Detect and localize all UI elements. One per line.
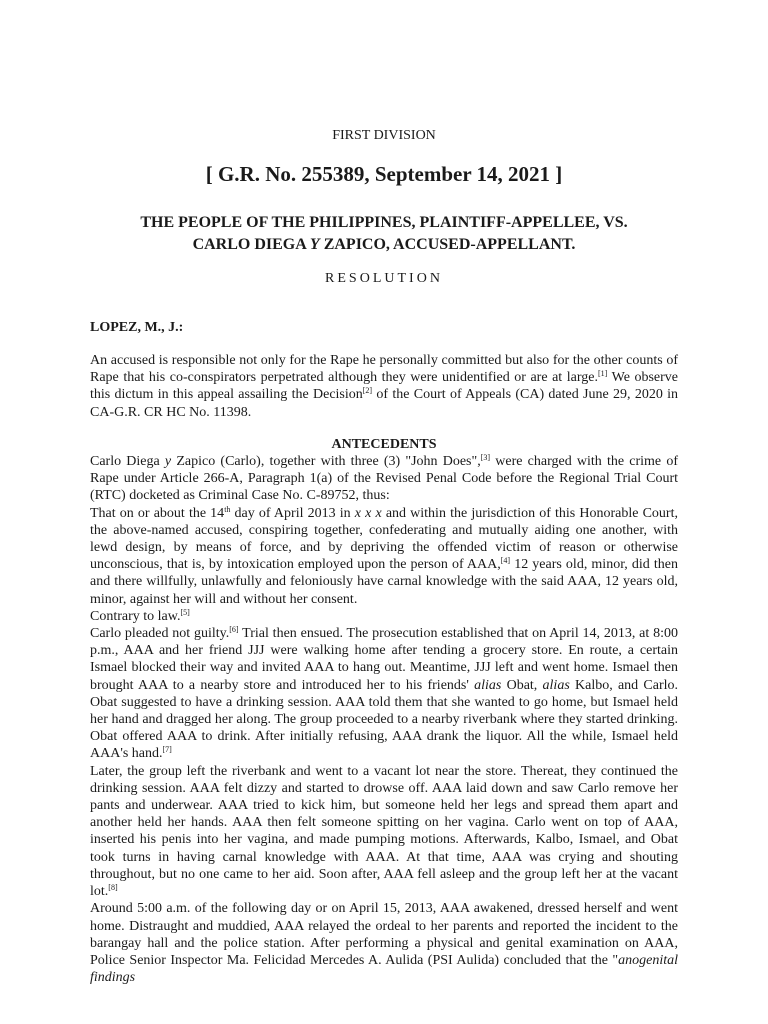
ponente-author: LOPEZ, M., J.: (90, 320, 184, 335)
paragraph-trial: Carlo pleaded not guilty.[6] Trial then ensued. The prosecution established that on April 14, 2013, at 8:00 p.m., AAA and her friend JJJ were walking home after tending a grocery store. En route, a certain Ismael blocked their way and invited AAA to hang out. Meantime, JJJ left and went home. Ismael then brought AAA to a nearby store and introduced her to his friends' alias Obat, alias Kalbo, and Carlo. Obat suggested to have a drinking session. AAA told them that she wanted to go home, but Ismael held her hand and dragged her along. The group proceeded to a nearby riverbank where they started drinking. Obat offered AAA to drink. After initially refusing, AAA drank the liquor. All the while, Ismael held AAA's hand.[7] (90, 625, 679, 762)
paragraph-charge: Carlo Diega y Zapico (Carlo), together with three (3) "John Does",[3] were charged with the crime of Rape under Article 266-A, Paragraph 1(a) of the Revised Penal Code before the Regional Trial Court (RTC) docketed as Criminal Case No. C-89752, thus: (90, 453, 678, 504)
paragraph-vacant-lot: Later, the group left the riverbank and went to a vacant lot near the store. Thereat, they continued the drinking session. AAA felt dizzy and started to drowse off. AAA laid down and saw Carlo remove her pants and underwear. AAA tried to kick him, but someone held her legs and spread them apart and another held her hands. AAA then felt someone spitting on her vagina. Carlo went on top of AAA, inserted his penis into her vagina, and made pumping motions. Afterwards, Kalbo, Ismael, and Obat took turns in having carnal knowledge with AAA. At that time, AAA was crying and shouting throughout, but no one came to her aid. Soon after, AAA fell asleep and the group left her at the vacant lot.[8] (90, 763, 678, 900)
case-parties (90, 212, 678, 256)
footnote-ref[interactable]: [4] (500, 556, 511, 566)
footnote-ref[interactable]: [7] (162, 745, 172, 755)
parties-line-2 (90, 234, 678, 256)
footnote-ref[interactable]: [3] (480, 453, 491, 463)
section-heading-antecedents: ANTECEDENTS (331, 436, 437, 452)
case-number-title: [ G.R. No. 255389, September 14, 2021 ] (205, 162, 563, 186)
paragraph-morning-after: Around 5:00 a.m. of the following day or on April 15, 2013, AAA awakened, dressed herself and went home. Distraught and muddied, AAA relayed the ordeal to her parents and reported the incident to the barangay hall and the police station. After performing a physical and genital examination on AAA, Police Senior Inspector Ma. Felicidad Mercedes A. Aulida (PSI Aulida) concluded that the "anogenital findings (90, 901, 678, 986)
paragraph-intro: An accused is responsible not only for the Rape he personally committed but also for the other counts of Rape that his co-conspirators perpetrated although they were unidentified or are at large.[1] We observe this dictum in this appeal assailing the Decision[2] of the Court of Appeals (CA) dated June 29, 2020 in CA-G.R. CR HC No. 11398. (90, 353, 679, 420)
parties-line-1: THE PEOPLE OF THE PHILIPPINES, PLAINTIFF-APPELLEE, VS. (140, 214, 628, 231)
document-type-heading: RESOLUTION (325, 271, 443, 286)
parties-line-2-text: CARLO DIEGA (192, 236, 310, 253)
division-label: FIRST DIVISION (332, 128, 436, 143)
footnote-ref[interactable]: [1] (597, 369, 608, 379)
footnote-ref[interactable]: [2] (362, 386, 373, 396)
footnote-ref[interactable]: [8] (108, 883, 118, 893)
footnote-ref[interactable]: [6] (229, 625, 239, 635)
paragraph-information: That on or about the 14th day of April 2013 in x x x and within the jurisdiction of this Honorable Court, the above-named accused, conspiring together, confederating and mutually aiding one another, with lewd design, by means of force, and by depriving the offended victim of reason or otherwise unconscious, that is, by intoxication employed upon the person of AAA,[4] 12 years old, minor, did then and there willfully, unlawfully and feloniously have carnal knowledge with the said AAA, 12 years old, minor, against her will and without her consent. (90, 504, 678, 607)
footnote-ref[interactable]: [5] (180, 607, 190, 617)
paragraph-contrary: Contrary to law.[5] (90, 607, 190, 624)
parties-line-2-italic: Y (309, 236, 320, 253)
decision-body (90, 352, 678, 986)
parties-line-2-text-end: ZAPICO, ACCUSED-APPELLANT. (319, 236, 576, 253)
